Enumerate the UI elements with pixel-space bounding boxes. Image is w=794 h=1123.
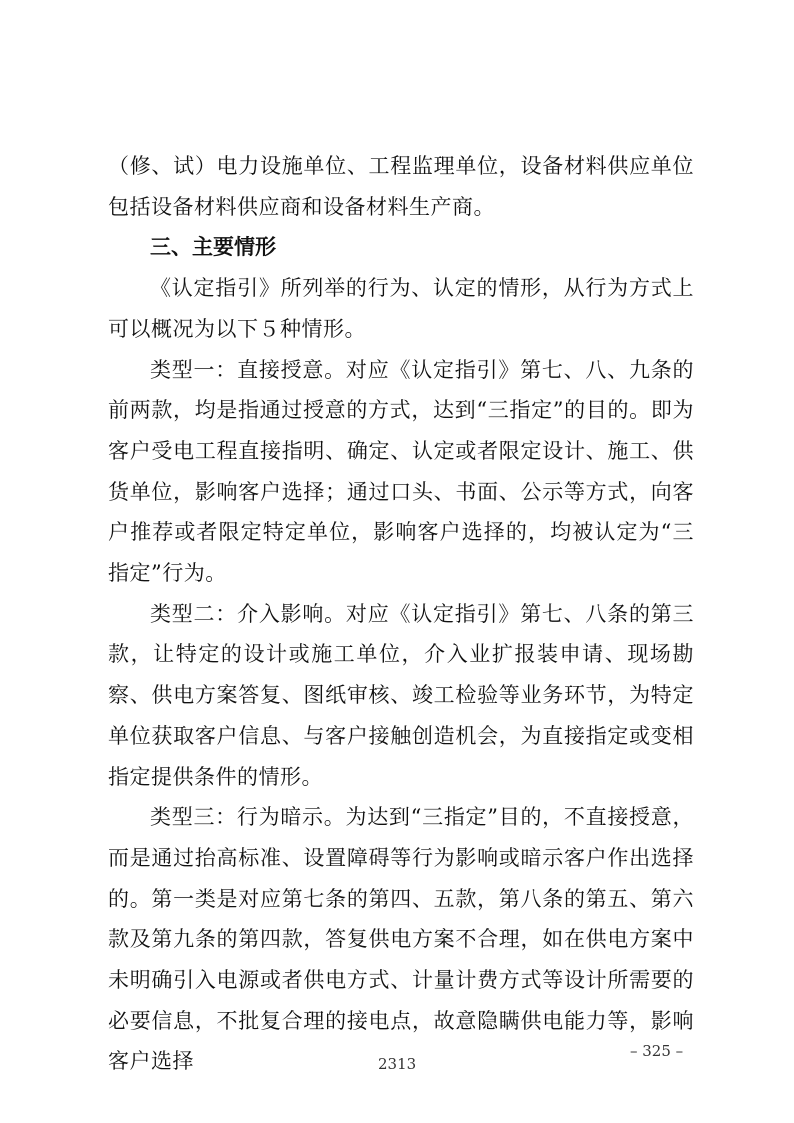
paragraph: （修、试）电力设施单位、工程监理单位，设备材料供应单位包括设备材料供应商和设备材料生产商。: [108, 154, 694, 219]
page-number: – 325 –: [630, 1042, 684, 1060]
paragraph: 类型二：介入影响。对应《认定指引》第七、八条的第三款，让特定的设计或施工单位，介入业扩报装申请、现场勘察、供电方案答复、图纸审核、竣工检验等业务环节，为特定单位获取客户信息、与客户接触创造机会，为直接指定或变相指定提供条件的情形。: [108, 601, 694, 789]
body-text: [108, 146, 694, 1082]
footer-code: 2313: [378, 1055, 417, 1073]
paragraph: 《认定指引》所列举的行为、认定的情形，从行为方式上可以概况为以下５种情形。: [108, 276, 694, 341]
paragraph: 类型三：行为暗示。为达到“三指定”目的，不直接授意，而是通过抬高标准、设置障碍等行为影响或暗示客户作出选择的。第一类是对应第七条的第四、五款，第八条的第五、第六款及第九条的第四款，答复供电方案不合理，如在供电方案中未明确引入电源或者供电方式、计量计费方式等设计所需要的必要信息，不批复合理的接电点，故意隐瞒供电能力等，影响客户选择: [108, 805, 694, 1074]
section-heading: 三、主要情形: [150, 235, 276, 260]
paragraph: 类型一：直接授意。对应《认定指引》第七、八、九条的前两款，均是指通过授意的方式，达到“三指定”的目的。即为客户受电工程直接指明、确定、认定或者限定设计、施工、供货单位，影响客户选择；通过口头、书面、公示等方式，向客户推荐或者限定特定单位，影响客户选择的，均被认定为“三指定”行为。: [108, 357, 694, 586]
